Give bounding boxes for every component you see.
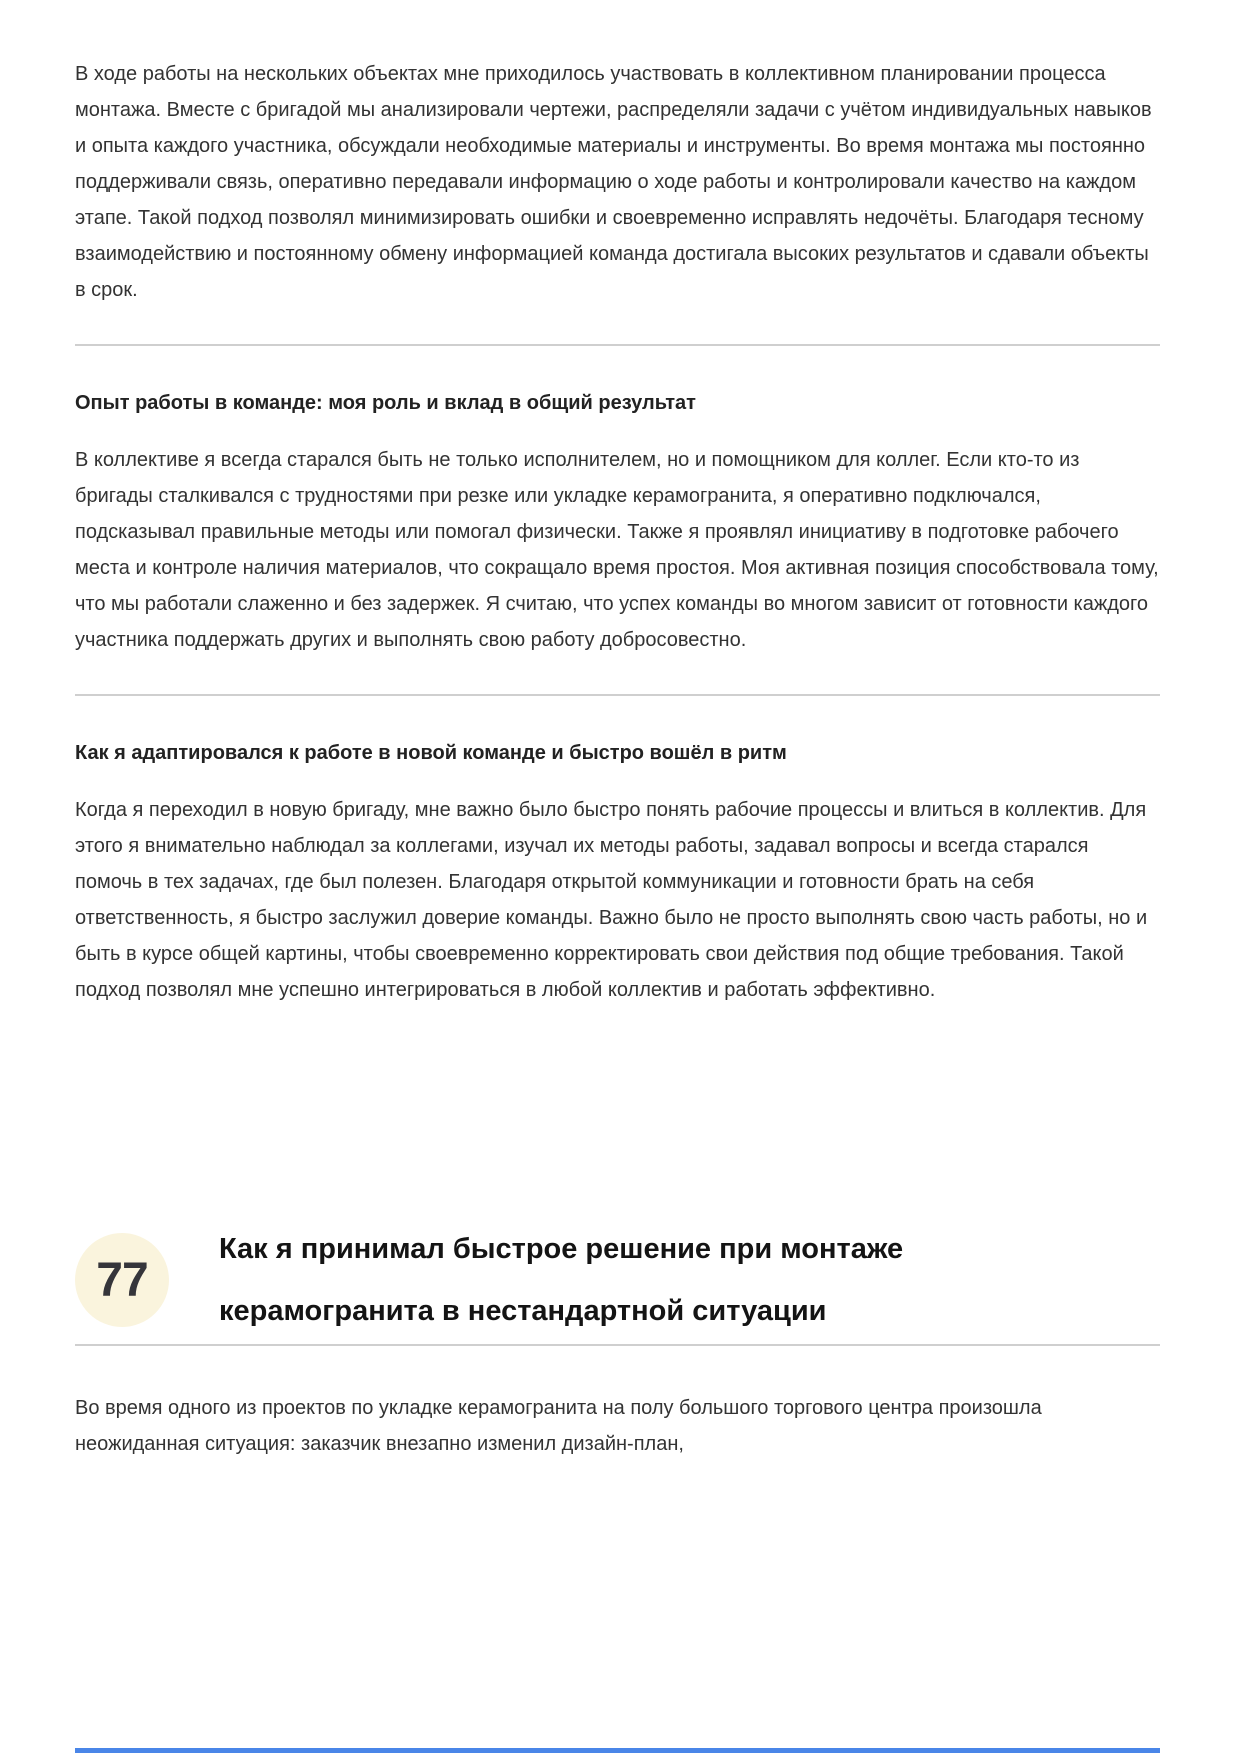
title-divider xyxy=(75,1344,1160,1346)
question-title: Как я принимал быстрое решение при монтаже керамогранита в нестандартной ситуации xyxy=(219,1233,904,1327)
question-number-badge xyxy=(75,1233,169,1327)
paragraph-team-role: В коллективе я всегда старался быть не только исполнителем, но и помощником для коллег. Если кто-то из бригады сталкивался с трудностями при резке или укладке керамогранита, я оперативно подключался, подсказывал правильные методы или помогал физически. Также я проявлял инициативу в подготовке рабочего места и контроле наличия материалов, что сокращало время простоя. Моя активная позиция способствовала тому, что мы работали слаженно и без задержек. Я считаю, что успех команды во многом зависит от готовности каждого участника поддержать других и выполнять свою работу добросовестно. xyxy=(75,449,1159,651)
subheading-team-role: Опыт работы в команде: моя роль и вклад в общий результат xyxy=(75,392,696,414)
paragraph-intro: В ходе работы на нескольких объектах мне приходилось участвовать в коллективном планировании процесса монтажа. Вместе с бригадой мы анализировали чертежи, распределяли задачи с учётом индивидуальных навыков и опыта каждого участника, обсуждали необходимые материалы и инструменты. Во время монтажа мы постоянно поддерживали связь, оперативно передавали информацию о ходе работы и контролировали качество на каждом этапе. Такой подход позволял минимизировать ошибки и своевременно исправлять недочёты. Благодаря тесному взаимодействию и постоянному обмену информацией команда достигала высоких результатов и сдавали объекты в срок. xyxy=(75,63,1152,301)
section-divider xyxy=(75,694,1160,696)
section-divider xyxy=(75,344,1160,346)
subheading-adaptation: Как я адаптировался к работе в новой команде и быстро вошёл в ритм xyxy=(75,742,787,764)
question-number: 77 xyxy=(96,1253,148,1307)
paragraph-adaptation: Когда я переходил в новую бригаду, мне важно было быстро понять рабочие процессы и влиться в коллектив. Для этого я внимательно наблюдал за коллегами, изучал их методы работы, задавал вопросы и всегда старался помочь в тех задачах, где был полезен. Благодаря открытой коммуникации и готовности брать на себя ответственность, я быстро заслужил доверие команды. Важно было не просто выполнять свою часть работы, но и быть в курсе общей картины, чтобы своевременно корректировать свои действия под общие требования. Такой подход позволял мне успешно интегрироваться в любой коллектив и работать эффективно. xyxy=(75,799,1148,1001)
bottom-accent-bar xyxy=(75,1748,1160,1753)
paragraph-question-intro: Во время одного из проектов по укладке керамогранита на полу большого торгового центра произошла неожиданная ситуация: заказчик внезапно изменил дизайн-план, xyxy=(75,1397,1042,1455)
question-header xyxy=(75,1218,1160,1342)
